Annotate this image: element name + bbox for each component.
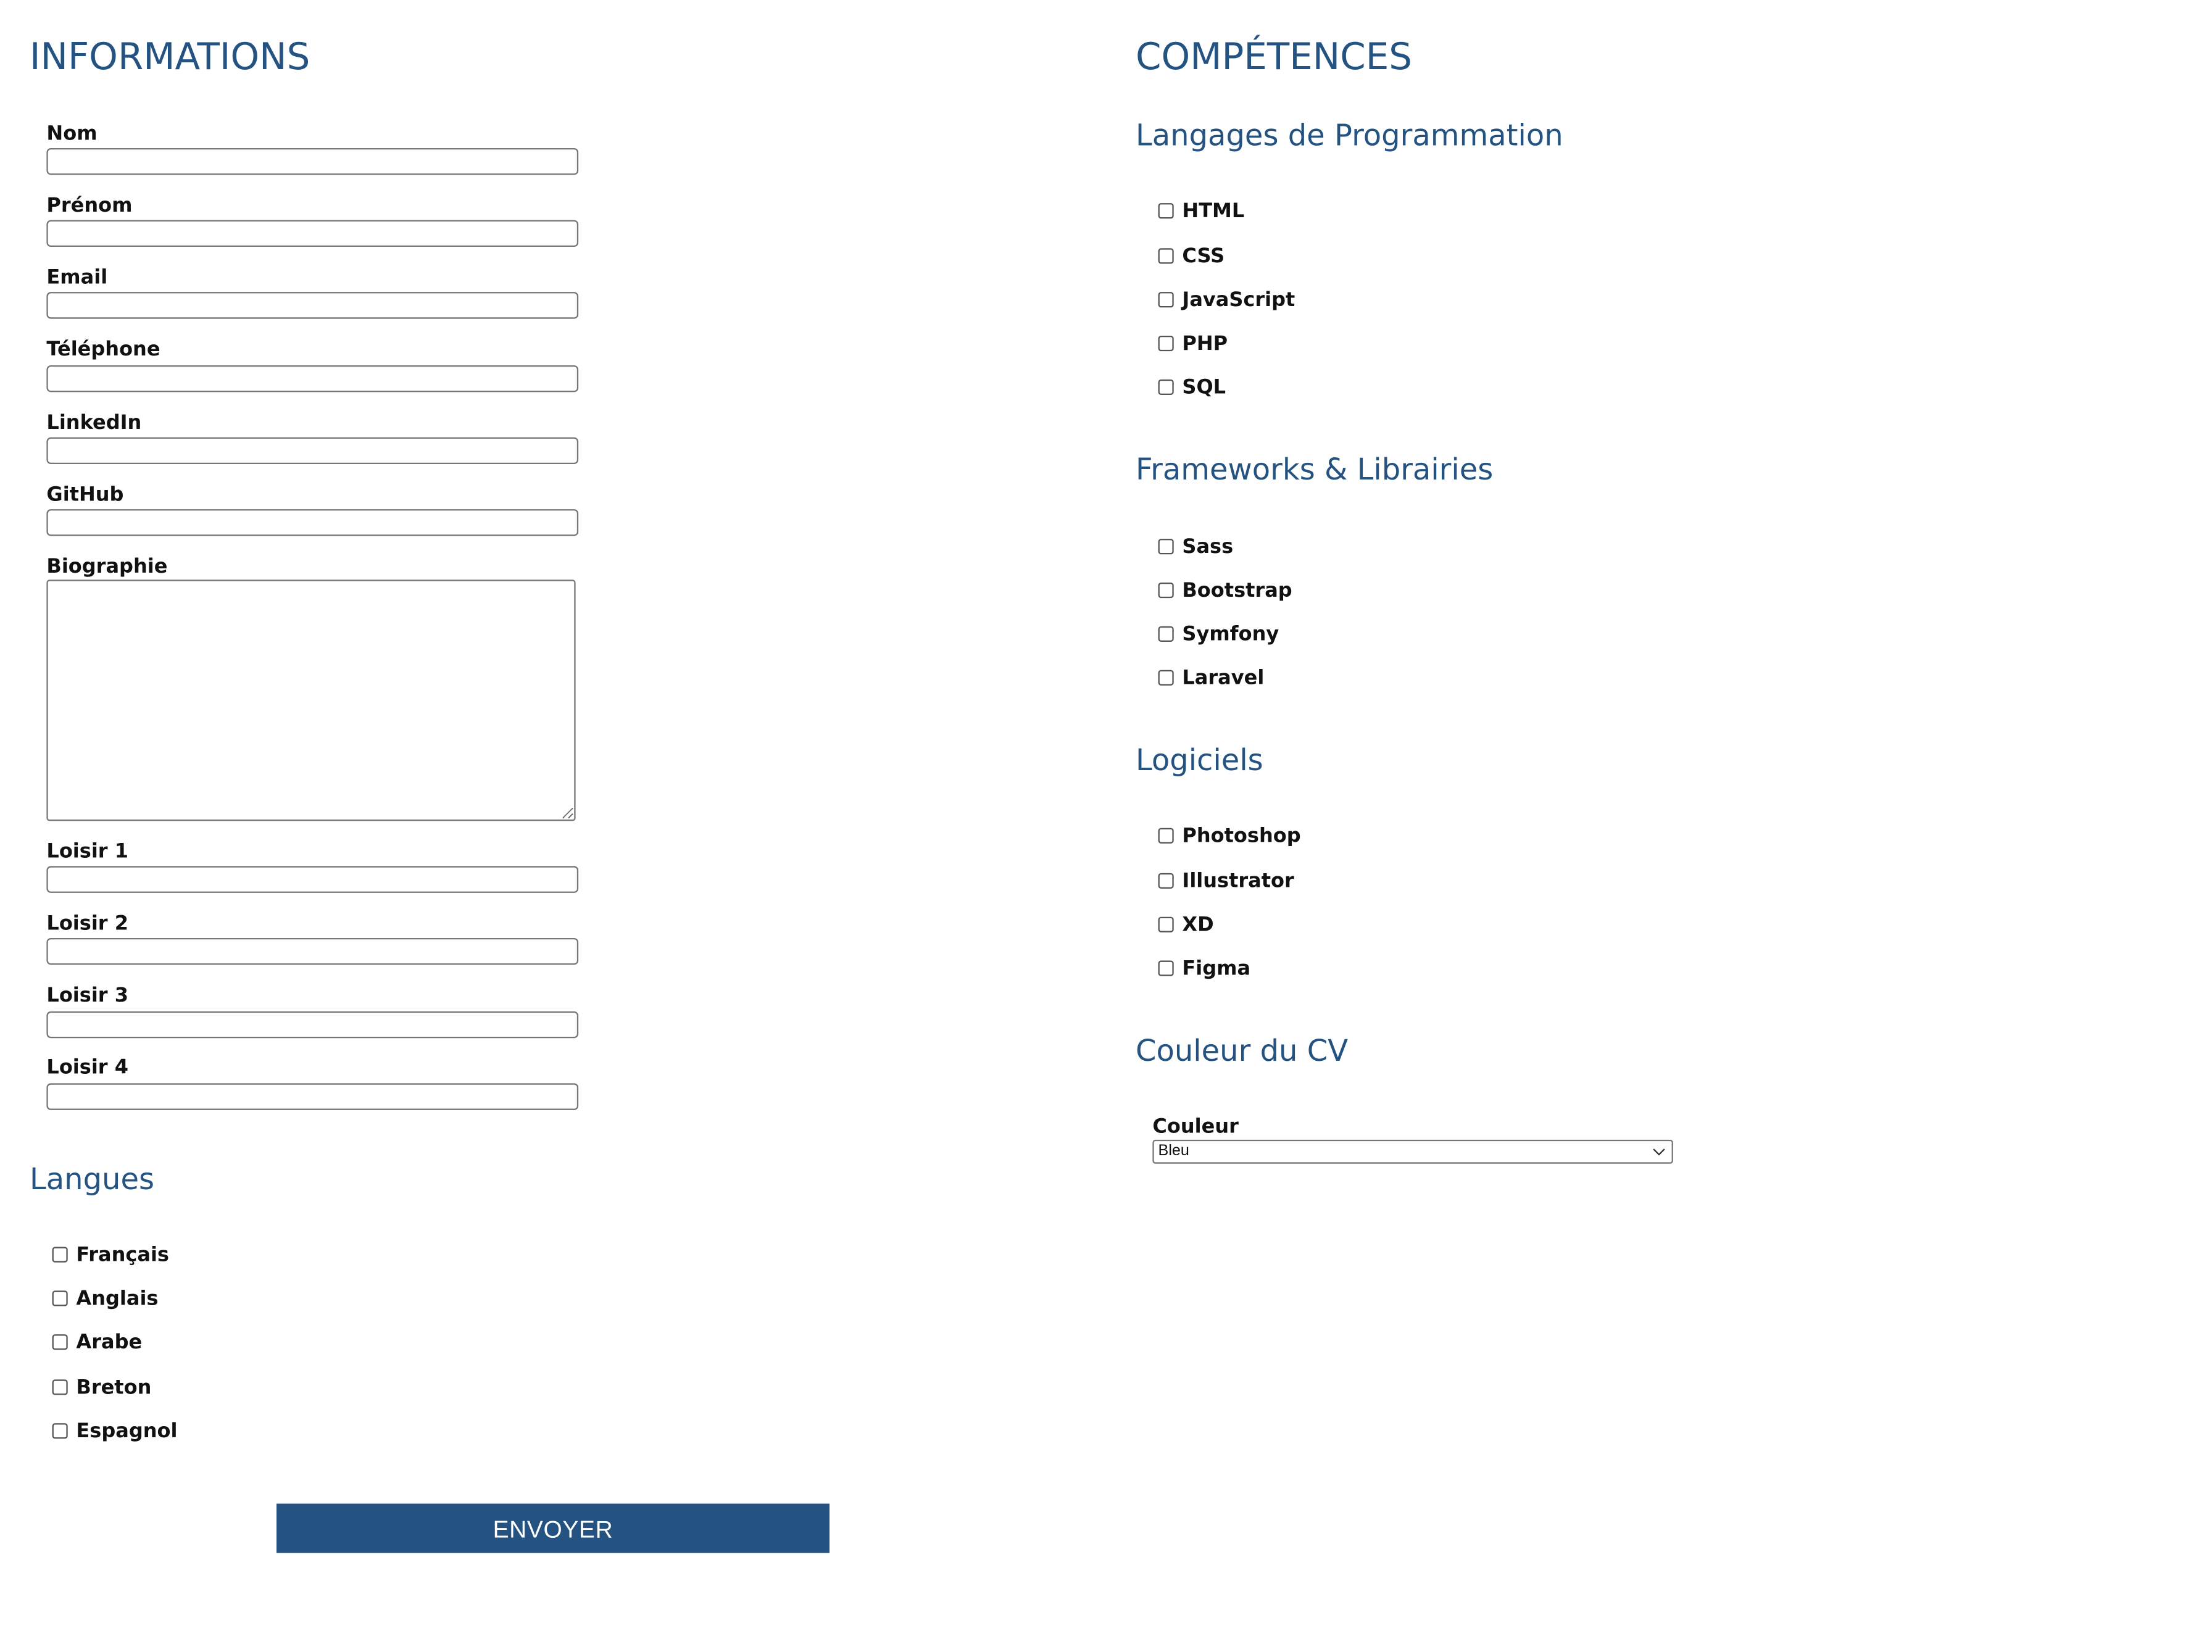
loisir-1-input[interactable] xyxy=(46,866,578,892)
github-label: GitHub xyxy=(46,483,124,507)
skill-javascript-label: JavaScript xyxy=(1182,289,1295,312)
email-input[interactable] xyxy=(46,292,578,318)
skill-php-checkbox[interactable] xyxy=(1158,336,1174,351)
github-input[interactable] xyxy=(46,509,578,536)
biographie-label: Biographie xyxy=(46,555,168,579)
langue-arabe-label: Arabe xyxy=(76,1331,143,1355)
loisir-4-input[interactable] xyxy=(46,1083,578,1110)
skill-laravel-label: Laravel xyxy=(1182,667,1265,690)
prenom-input[interactable] xyxy=(46,220,578,247)
skill-symfony-checkbox[interactable] xyxy=(1158,626,1174,642)
langue-anglais-label: Anglais xyxy=(76,1287,159,1311)
telephone-label: Téléphone xyxy=(46,338,160,362)
couleur-title: Couleur du CV xyxy=(1135,1034,1349,1068)
skill-illustrator-label: Illustrator xyxy=(1182,870,1294,893)
skill-photoshop-checkbox[interactable] xyxy=(1158,828,1174,844)
loisir-4-label: Loisir 4 xyxy=(46,1056,128,1079)
nom-input[interactable] xyxy=(46,148,578,175)
couleur-label: Couleur xyxy=(1152,1115,1239,1139)
telephone-input[interactable] xyxy=(46,365,578,392)
langue-arabe-checkbox[interactable] xyxy=(52,1334,68,1350)
logiciels-title: Logiciels xyxy=(1135,743,1263,778)
skill-bootstrap-label: Bootstrap xyxy=(1182,579,1292,602)
loisir-3-input[interactable] xyxy=(46,1011,578,1038)
loisir-3-label: Loisir 3 xyxy=(46,984,128,1007)
skill-html-label: HTML xyxy=(1182,200,1245,223)
linkedin-input[interactable] xyxy=(46,438,578,464)
email-label: Email xyxy=(46,266,108,289)
skill-bootstrap-checkbox[interactable] xyxy=(1158,583,1174,598)
langue-breton-label: Breton xyxy=(76,1376,152,1400)
langue-francais-checkbox[interactable] xyxy=(52,1247,68,1263)
skill-xd-checkbox[interactable] xyxy=(1158,917,1174,932)
linkedin-label: LinkedIn xyxy=(46,412,142,434)
skill-sql-label: SQL xyxy=(1182,376,1226,399)
informations-title: INFORMATIONS xyxy=(29,36,310,79)
langages-title: Langages de Programmation xyxy=(1135,118,1563,152)
skill-sql-checkbox[interactable] xyxy=(1158,380,1174,395)
skill-xd-label: XD xyxy=(1182,914,1214,937)
frameworks-title: Frameworks & Librairies xyxy=(1135,452,1494,487)
skill-html-checkbox[interactable] xyxy=(1158,203,1174,218)
skill-css-checkbox[interactable] xyxy=(1158,248,1174,264)
skill-illustrator-checkbox[interactable] xyxy=(1158,873,1174,889)
skill-css-label: CSS xyxy=(1182,245,1225,268)
skill-figma-label: Figma xyxy=(1182,957,1251,981)
langue-espagnol-checkbox[interactable] xyxy=(52,1423,68,1438)
biographie-textarea[interactable] xyxy=(46,579,575,821)
skill-javascript-checkbox[interactable] xyxy=(1158,292,1174,307)
loisir-2-input[interactable] xyxy=(46,938,578,965)
langue-breton-checkbox[interactable] xyxy=(52,1379,68,1395)
skill-php-label: PHP xyxy=(1182,333,1228,355)
chevron-down-icon xyxy=(1653,1144,1665,1155)
skill-symfony-label: Symfony xyxy=(1182,623,1279,646)
prenom-label: Prénom xyxy=(46,194,133,217)
skill-sass-label: Sass xyxy=(1182,536,1234,559)
langue-francais-label: Français xyxy=(76,1243,169,1267)
competences-title: COMPÉTENCES xyxy=(1135,36,1413,79)
couleur-select[interactable] xyxy=(1152,1140,1673,1164)
couleur-selected-value: Bleu xyxy=(1158,1142,1189,1160)
langue-espagnol-label: Espagnol xyxy=(76,1420,178,1443)
langue-anglais-checkbox[interactable] xyxy=(52,1290,68,1306)
loisir-1-label: Loisir 1 xyxy=(46,841,128,863)
skill-figma-checkbox[interactable] xyxy=(1158,961,1174,976)
nom-label: Nom xyxy=(46,122,98,146)
skill-laravel-checkbox[interactable] xyxy=(1158,670,1174,686)
envoyer-button[interactable]: ENVOYER xyxy=(276,1504,830,1553)
loisir-2-label: Loisir 2 xyxy=(46,912,128,936)
langues-title: Langues xyxy=(29,1162,155,1197)
skill-photoshop-label: Photoshop xyxy=(1182,825,1301,848)
skill-sass-checkbox[interactable] xyxy=(1158,539,1174,554)
